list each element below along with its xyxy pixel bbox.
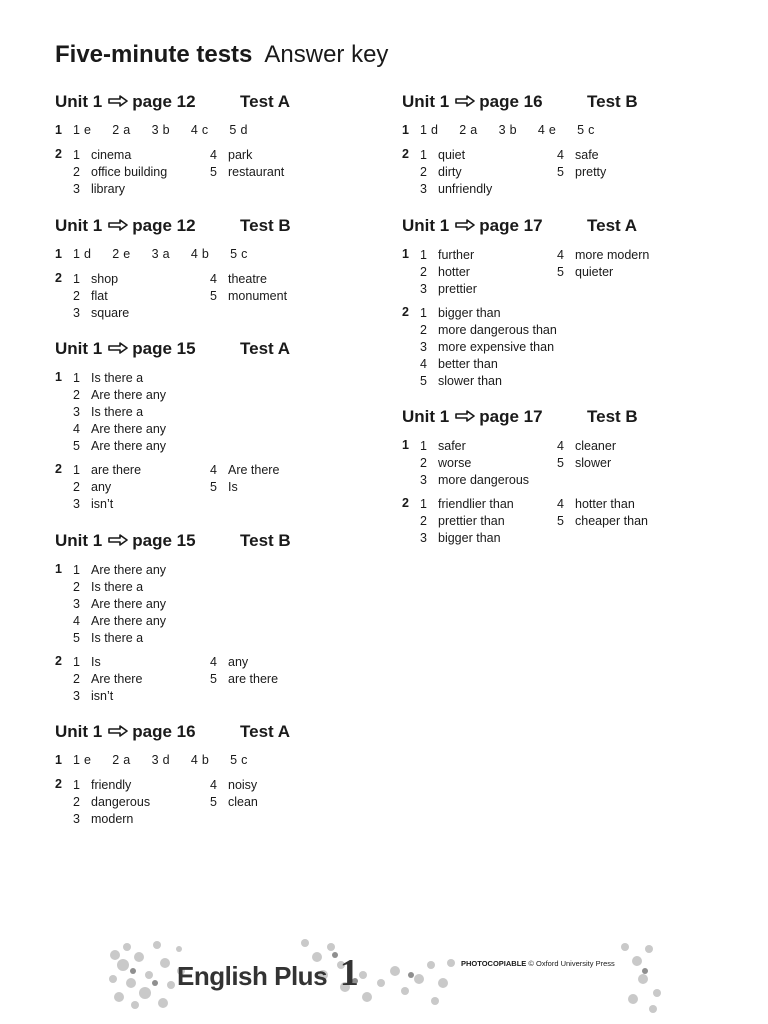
english-plus-logo [177, 951, 358, 995]
answer-text: Is [91, 655, 101, 669]
answer-text: dangerous [91, 795, 151, 809]
copyright-label: © Oxford University Press [528, 959, 615, 968]
inline-answers [73, 123, 269, 137]
answer-text: better than [438, 357, 498, 371]
answer-text: Are there any [91, 422, 167, 436]
item-number: 4 [557, 148, 564, 162]
inline-answer: 3 d [151, 753, 170, 767]
item-number: 4 [557, 497, 564, 511]
section-unit-page [55, 92, 196, 112]
answer-text: Are there any [91, 439, 167, 453]
section-unit-page [402, 92, 543, 112]
item-number: 5 [210, 289, 217, 303]
answer-text: are there [228, 672, 279, 686]
section-heading [55, 216, 375, 240]
item-number: 2 [420, 165, 427, 179]
inline-answer: 4 e [537, 123, 557, 137]
section-heading [55, 339, 375, 363]
item-number: 3 [420, 473, 427, 487]
arrow-right-icon [108, 342, 128, 354]
item-number: 1 [73, 563, 80, 577]
answer-text: noisy [228, 778, 258, 792]
answer-text: Is [228, 480, 238, 494]
inline-answer: 1 e [73, 753, 92, 767]
item-number: 4 [557, 248, 564, 262]
item-number: 5 [557, 514, 564, 528]
answer-section [55, 92, 375, 196]
answer-text: safer [438, 439, 466, 453]
item-number: 2 [73, 580, 80, 594]
answer-text: monument [228, 289, 288, 303]
unit-label: Unit 1 [55, 339, 103, 358]
item-number: 5 [210, 672, 217, 686]
inline-answer: 2 a [112, 753, 131, 767]
answer-text: restaurant [228, 165, 285, 179]
item-number: 4 [420, 357, 427, 371]
answer-text: park [228, 148, 253, 162]
answer-section [55, 216, 375, 320]
test-label: Test B [587, 92, 638, 111]
item-number: 5 [420, 374, 427, 388]
inline-answers [73, 247, 269, 261]
answer-text: Are there any [91, 388, 167, 402]
item-number: 1 [73, 778, 80, 792]
title-subtitle: Answer key [264, 41, 389, 68]
item-number: 3 [73, 405, 80, 419]
section-unit-page [402, 407, 543, 427]
answer-text: more dangerous than [438, 323, 557, 337]
answer-text: isn’t [91, 497, 114, 511]
question-number: 2 [55, 777, 62, 791]
answer-text: more modern [575, 248, 650, 262]
item-number: 4 [557, 439, 564, 453]
inline-answer: 5 c [577, 123, 595, 137]
item-number: 2 [73, 795, 80, 809]
inline-answer: 1 d [73, 247, 92, 261]
arrow-right-icon [455, 219, 475, 231]
item-number: 4 [210, 148, 217, 162]
test-label: Test A [587, 216, 638, 235]
answer-text: cheaper than [575, 514, 648, 528]
answer-text: hotter than [575, 497, 635, 511]
question-number: 1 [402, 438, 409, 452]
answer-text: Are there [91, 672, 143, 686]
test-label: Test B [240, 216, 291, 235]
item-number: 3 [420, 531, 427, 545]
answer-text: Is there a [91, 371, 144, 385]
item-number: 2 [73, 388, 80, 402]
section-heading [402, 216, 732, 240]
item-number: 5 [210, 795, 217, 809]
answer-text: Are there any [91, 614, 167, 628]
logo-text: English Plus [177, 961, 328, 991]
item-number: 5 [73, 439, 80, 453]
answer-text: friendlier than [438, 497, 514, 511]
page-label: page 15 [132, 339, 196, 358]
answer-text: flat [91, 289, 108, 303]
page-label: page 17 [479, 407, 543, 426]
answer-text: quiet [438, 148, 466, 162]
answer-text: office building [91, 165, 168, 179]
answer-text: clean [228, 795, 258, 809]
test-label: Test A [240, 92, 291, 111]
page-label: page 15 [132, 531, 196, 550]
inline-answer: 5 d [229, 123, 248, 137]
section-heading [402, 407, 732, 431]
arrow-right-icon [455, 95, 475, 107]
unit-label: Unit 1 [402, 216, 450, 235]
item-number: 2 [73, 672, 80, 686]
item-number: 2 [420, 265, 427, 279]
item-number: 1 [420, 306, 427, 320]
inline-answers [73, 753, 269, 767]
answer-text: Are there [228, 463, 280, 477]
item-number: 1 [73, 272, 80, 286]
item-number: 4 [210, 463, 217, 477]
answer-text: any [91, 480, 112, 494]
item-number: 3 [73, 306, 80, 320]
answer-text: Is there a [91, 405, 144, 419]
inline-answer: 3 b [498, 123, 517, 137]
photocopiable-label: PHOTOCOPIABLE [461, 959, 527, 968]
item-number: 4 [210, 272, 217, 286]
unit-label: Unit 1 [402, 92, 450, 111]
item-number: 4 [210, 778, 217, 792]
answer-section [55, 531, 375, 703]
answer-text: quieter [575, 265, 614, 279]
unit-label: Unit 1 [402, 407, 450, 426]
arrow-right-icon [455, 410, 475, 422]
item-number: 1 [420, 439, 427, 453]
answer-section [55, 339, 375, 511]
section-unit-page [55, 216, 196, 236]
question-number: 1 [55, 753, 62, 767]
photocopiable-notice [461, 959, 615, 968]
page-label: page 17 [479, 216, 543, 235]
item-number: 3 [73, 497, 80, 511]
inline-answer: 2 a [112, 123, 131, 137]
inline-answer: 4 b [190, 247, 210, 261]
item-number: 3 [420, 340, 427, 354]
inline-answer: 2 a [459, 123, 478, 137]
unit-label: Unit 1 [55, 92, 103, 111]
question-number: 2 [55, 462, 62, 476]
section-heading [55, 722, 375, 746]
question-number: 1 [55, 247, 62, 261]
test-label: Test A [240, 339, 291, 358]
item-number: 1 [420, 497, 427, 511]
page-label: page 16 [132, 722, 196, 741]
answer-text: hotter [438, 265, 470, 279]
item-number: 3 [420, 182, 427, 196]
answer-text: any [228, 655, 249, 669]
test-label: Test B [240, 531, 291, 550]
question-number: 2 [55, 271, 62, 285]
section-heading [402, 92, 732, 116]
item-number: 1 [420, 248, 427, 262]
question-number: 1 [55, 123, 62, 137]
item-number: 2 [73, 165, 80, 179]
item-number: 1 [73, 148, 80, 162]
item-number: 1 [73, 655, 80, 669]
question-number: 2 [402, 305, 409, 319]
answer-text: safe [575, 148, 599, 162]
answer-section [402, 407, 732, 545]
inline-answer: 4 c [190, 123, 209, 137]
unit-label: Unit 1 [55, 216, 103, 235]
item-number: 4 [210, 655, 217, 669]
section-unit-page [55, 722, 196, 742]
inline-answer: 2 e [112, 247, 131, 261]
answer-text: more expensive than [438, 340, 555, 354]
answer-text: shop [91, 272, 119, 286]
inline-answer: 1 d [420, 123, 439, 137]
answer-text: friendly [91, 778, 132, 792]
item-number: 3 [73, 812, 80, 826]
answer-text: square [91, 306, 130, 320]
item-number: 5 [210, 165, 217, 179]
item-number: 1 [420, 148, 427, 162]
inline-answer: 5 c [230, 247, 248, 261]
answer-section [55, 722, 375, 826]
item-number: 2 [420, 456, 427, 470]
page-label: page 12 [132, 216, 196, 235]
item-number: 1 [73, 463, 80, 477]
answer-text: theatre [228, 272, 267, 286]
inline-answer: 3 a [151, 247, 170, 261]
inline-answer: 1 e [73, 123, 92, 137]
item-number: 3 [420, 282, 427, 296]
answer-section [402, 92, 732, 196]
answer-text: bigger than [438, 531, 501, 545]
answer-text: modern [91, 812, 134, 826]
inline-answers [420, 123, 616, 137]
arrow-right-icon [108, 95, 128, 107]
title-bold: Five-minute tests [55, 41, 253, 68]
answer-text: are there [91, 463, 142, 477]
item-number: 1 [73, 371, 80, 385]
section-heading [55, 92, 375, 116]
answer-text: more dangerous [438, 473, 530, 487]
item-number: 2 [73, 289, 80, 303]
unit-label: Unit 1 [55, 531, 103, 550]
answer-text: unfriendly [438, 182, 493, 196]
page-title [55, 41, 388, 69]
footer-banner [105, 935, 665, 1015]
answer-text: further [438, 248, 475, 262]
question-number: 2 [402, 147, 409, 161]
item-number: 3 [73, 689, 80, 703]
page-label: page 12 [132, 92, 196, 111]
question-number: 1 [55, 562, 62, 576]
answer-text: prettier [438, 282, 477, 296]
item-number: 3 [73, 597, 80, 611]
item-number: 3 [73, 182, 80, 196]
question-number: 1 [402, 247, 409, 261]
test-label: Test A [240, 722, 291, 741]
item-number: 5 [557, 265, 564, 279]
unit-label: Unit 1 [55, 722, 103, 741]
page-label: page 16 [479, 92, 543, 111]
answer-text: bigger than [438, 306, 501, 320]
item-number: 2 [420, 323, 427, 337]
answer-text: Is there a [91, 631, 144, 645]
answer-text: worse [438, 456, 472, 470]
item-number: 2 [420, 514, 427, 528]
item-number: 5 [557, 165, 564, 179]
question-number: 2 [55, 654, 62, 668]
section-heading [55, 531, 375, 555]
question-number: 2 [402, 496, 409, 510]
inline-answer: 4 b [190, 753, 210, 767]
section-unit-page [55, 531, 196, 551]
section-unit-page [402, 216, 543, 236]
test-label: Test B [587, 407, 638, 426]
inline-answer: 5 c [230, 753, 248, 767]
question-number: 1 [402, 123, 409, 137]
arrow-right-icon [108, 725, 128, 737]
arrow-right-icon [108, 534, 128, 546]
answer-text: prettier than [438, 514, 505, 528]
question-number: 1 [55, 370, 62, 384]
section-unit-page [55, 339, 196, 359]
answer-section [402, 216, 732, 388]
answer-text: slower than [438, 374, 502, 388]
inline-answer: 3 b [151, 123, 170, 137]
item-number: 4 [73, 614, 80, 628]
item-number: 5 [210, 480, 217, 494]
item-number: 4 [73, 422, 80, 436]
answer-text: library [91, 182, 126, 196]
answer-text: cinema [91, 148, 132, 162]
logo-number: 1 [339, 952, 359, 994]
question-number: 2 [55, 147, 62, 161]
answer-text: isn’t [91, 689, 114, 703]
answer-text: Is there a [91, 580, 144, 594]
answer-text: slower [575, 456, 612, 470]
arrow-right-icon [108, 219, 128, 231]
answer-text: Are there any [91, 597, 167, 611]
answer-text: dirty [438, 165, 462, 179]
answer-text: cleaner [575, 439, 616, 453]
item-number: 5 [557, 456, 564, 470]
item-number: 2 [73, 480, 80, 494]
answer-text: Are there any [91, 563, 167, 577]
item-number: 5 [73, 631, 80, 645]
answer-text: pretty [575, 165, 607, 179]
